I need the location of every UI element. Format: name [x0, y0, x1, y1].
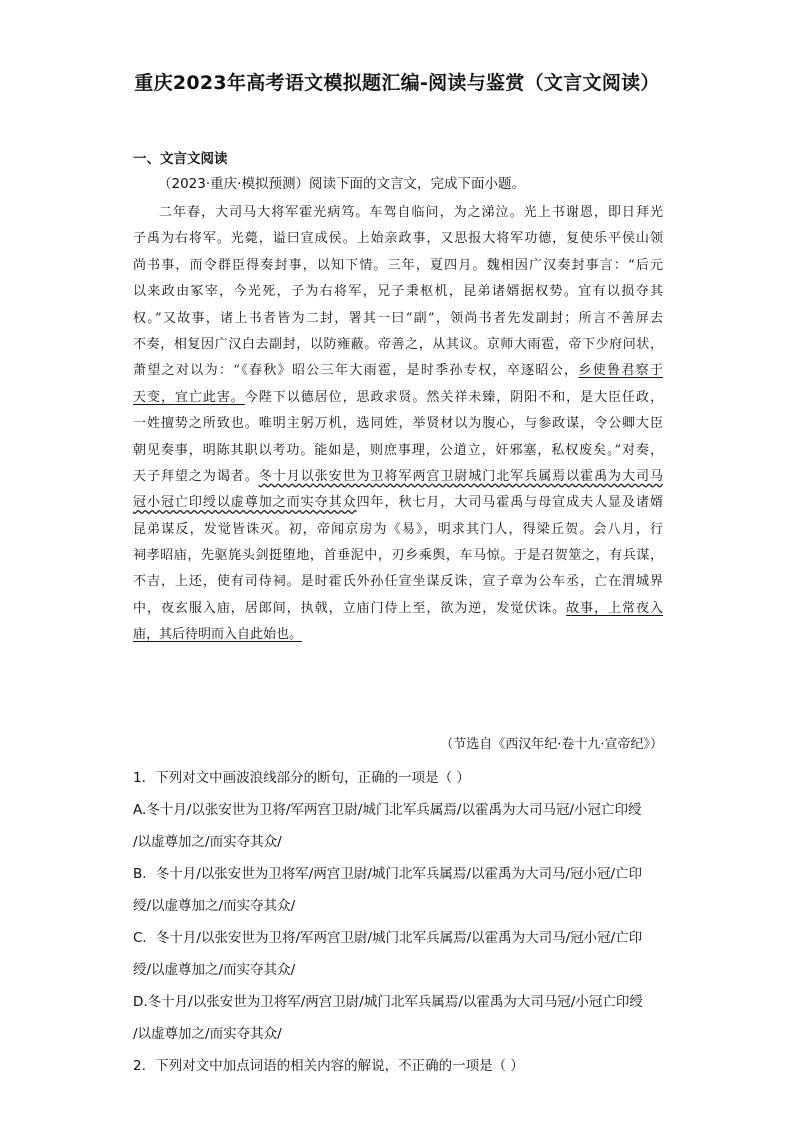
question-1-stem: 1．下列对文中画波浪线部分的断句，正确的一项是（ ）: [133, 770, 470, 786]
option-d-continued: /以虚尊加之/而实夺其众/: [133, 1026, 282, 1042]
reading-instruction: （2023·重庆·模拟预测）阅读下面的文言文，完成下面小题。: [158, 176, 525, 192]
passage-line: 不奏，相复因广汉白去副封，以防雍蔽。帝善之，从其议。京师大雨雹，帝下少府问状，: [133, 336, 663, 352]
underlined-sentence: 庙，其后待明而入自此始也。: [133, 627, 303, 643]
classical-chinese-passage: [133, 200, 663, 649]
passage-line: 朝见奏事，明陈其职以考功。能如是，则庶事理，公道立，奸邪塞，私权废矣。”对奏，: [133, 442, 663, 458]
option-a: A.冬十月/以张安世为卫将/军两宫卫尉/城门北军兵属焉/以霍禹为大司马冠/小冠亡印绶: [133, 802, 642, 818]
source-citation: （节选自《西汉年纪·卷十九·宣帝纪》）: [440, 737, 663, 752]
option-c: C．冬十月/以张安世为卫将/军两宫卫尉/城门北军兵属焉/以霍禹为大司马/冠小冠/亡印: [133, 930, 643, 946]
passage-line: 权。”又故事，诸上书者皆为二封，署其一曰“副”，领尚书者先发副封；所言不善屏去: [133, 310, 663, 326]
questions: [133, 762, 673, 1082]
option-b: B．冬十月/以张安世为卫将军/两宫卫尉/城门北军兵属焉/以霍禹为大司马/冠小冠/亡印: [133, 866, 643, 882]
question-2-stem: 2．下列对文中加点词语的相关内容的解说，不正确的一项是（ ）: [133, 1058, 524, 1074]
section-heading: 一、文言文阅读: [133, 151, 228, 167]
passage-line: 二年春，大司马大将军霍光病笃。车驾自临问，为之涕泣。光上书谢恩，即日拜光: [159, 205, 663, 220]
passage-line: [133, 358, 663, 384]
passage-line: [133, 490, 663, 516]
underlined-sentence: 故事，上常夜入: [566, 600, 663, 616]
passage-line: [133, 622, 663, 648]
passage-line: 一姓擅势之所致也。唯明主躬万机，选同姓，举贤材以为腹心，与参政谋，令公卿大臣: [133, 416, 663, 432]
passage-line: 以来政由冢宰，今光死，子为右将军，兄子秉枢机，昆弟诸婿据权势。宜有以损夺其: [133, 284, 663, 300]
wavy-underlined-sentence: 冠小冠亡印绶以虚尊加之而实夺其众: [133, 495, 357, 511]
option-d: D.冬十月/以张安世为卫将军/两宫卫尉/城门北军兵属焉/以霍禹为大司马冠/小冠亡印绶: [133, 994, 643, 1010]
passage-text: 今陛下以德居位，思政求贤。然关祥未臻，阴阳不和，是大臣任政，: [244, 389, 663, 405]
passage-line: 祠孝昭庙，先驱旄头剑挺堕地，首垂泥中，刃乡乘舆，车马惊。于是召贺筮之，有兵谋，: [133, 548, 663, 564]
underlined-sentence: 乡使鲁君察于: [578, 363, 663, 379]
wavy-underlined-sentence: 冬十月以张安世为卫将军两宫卫尉城门北军兵属焉以霍禹为大司马: [258, 468, 663, 484]
option-b-continued: 绶/以虚尊加之/而实夺其众/: [133, 898, 296, 914]
option-c-continued: 绶/以虚尊加之/而实夺其众/: [133, 962, 296, 978]
passage-line: [133, 385, 663, 411]
passage-line: 尚书事，而令群臣得奏封事，以知下情。三年，夏四月。魏相因广汉奏封事言：“后元: [133, 257, 663, 273]
passage-line: 昆弟谋反，发觉皆诛灭。初，帝闻京房为《易》，明求其门人，得梁丘贺。会八月，行: [133, 521, 663, 537]
passage-line: [133, 464, 663, 490]
underlined-sentence: 天变，宜亡此害。: [133, 389, 245, 405]
passage-text: 萧望之对以为：“《春秋》昭公三年大雨雹，是时季孙专权，卒逐昭公，: [133, 363, 579, 379]
option-a-continued: /以虚尊加之/而实夺其众/: [133, 834, 282, 850]
passage-line: 子禹为右将军。光薨，谥曰宣成侯。上始亲政事，又思报大将军功德，复使乐平侯山领: [133, 231, 663, 247]
passage-line: [133, 596, 663, 622]
passage-text: 天子拜望之为谒者。: [133, 468, 259, 484]
page-title: 重庆2023年高考语文模拟题汇编-阅读与鉴赏（文言文阅读）: [134, 72, 660, 94]
passage-text: 中，夜玄服入庙，居郎间，执戟，立庙门侍上至，欲为逆，发觉伏诛。: [133, 600, 567, 616]
passage-text: 四年，秋七月，大司马霍禹与母宣成夫人显及诸婿: [356, 495, 663, 511]
passage-line: 不吉，上还，使有司侍祠。是时霍氏外孙任宣坐谋反诛，宣子章为公车丞，亡在渭城界: [133, 574, 663, 590]
